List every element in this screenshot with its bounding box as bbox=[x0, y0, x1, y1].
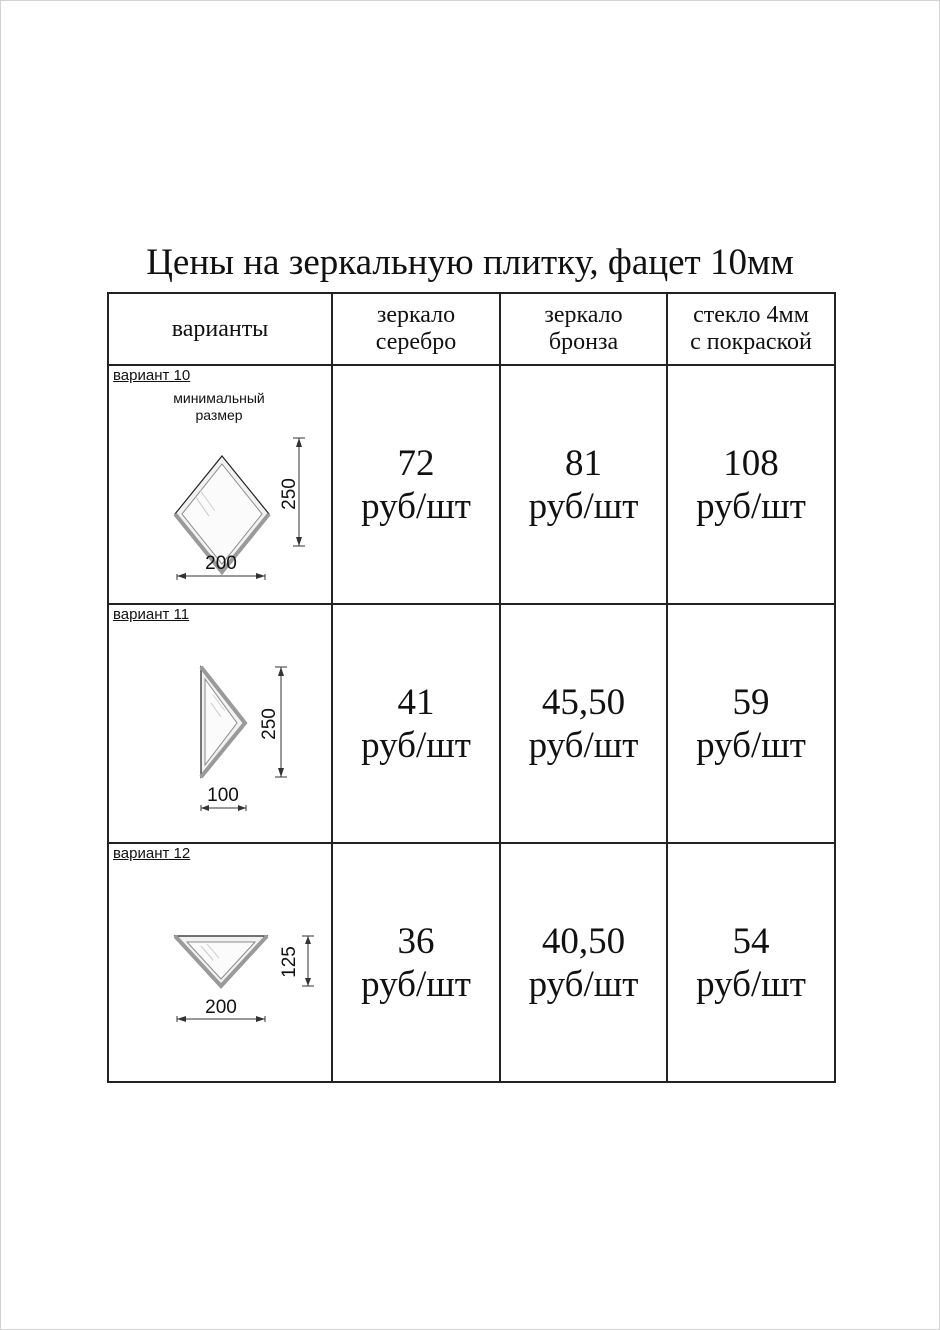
triangle-icon bbox=[109, 844, 331, 1080]
table-row bbox=[108, 843, 835, 1082]
header-painted-glass: стекло 4мм с покраской bbox=[667, 293, 835, 365]
price-value: 40,50 bbox=[541, 920, 626, 962]
price-mirror-bronze bbox=[500, 604, 667, 843]
price-value: 54 bbox=[732, 920, 770, 962]
half-rhombus-icon bbox=[109, 605, 331, 841]
price-mirror-silver bbox=[332, 365, 500, 604]
variant-label: вариант 11 bbox=[113, 606, 190, 623]
price-unit: руб/шт bbox=[696, 485, 806, 527]
header-mirror-bronze: зеркало бронза bbox=[500, 293, 667, 365]
price-mirror-bronze bbox=[500, 365, 667, 604]
variant-cell bbox=[108, 604, 332, 843]
variant-label: вариант 10 bbox=[113, 367, 191, 384]
height-label: 250 bbox=[259, 708, 280, 740]
height-label: 125 bbox=[279, 946, 300, 978]
price-mirror-silver bbox=[332, 843, 500, 1082]
variant-cell bbox=[108, 843, 332, 1082]
width-label: 200 bbox=[205, 553, 237, 574]
page-title: Цены на зеркальную плитку, фацет 10мм bbox=[146, 242, 794, 283]
price-mirror-bronze bbox=[500, 843, 667, 1082]
price-unit: руб/шт bbox=[528, 963, 639, 1005]
price-unit: руб/шт bbox=[361, 485, 471, 527]
minimum-size-note: минимальный размер bbox=[173, 390, 265, 423]
price-painted-glass bbox=[667, 843, 835, 1082]
price-unit: руб/шт bbox=[528, 485, 639, 527]
width-label: 200 bbox=[205, 997, 237, 1018]
price-unit: руб/шт bbox=[361, 724, 471, 766]
price-table bbox=[107, 292, 836, 1083]
price-painted-glass bbox=[667, 604, 835, 843]
price-value: 108 bbox=[723, 442, 779, 484]
height-label: 250 bbox=[279, 478, 300, 510]
table-row bbox=[108, 604, 835, 843]
header-variants: варианты bbox=[108, 293, 332, 365]
price-value: 45,50 bbox=[541, 681, 626, 723]
price-unit: руб/шт bbox=[696, 963, 806, 1005]
variant-label: вариант 12 bbox=[113, 845, 191, 862]
price-value: 36 bbox=[397, 920, 435, 962]
price-value: 59 bbox=[732, 681, 770, 723]
price-painted-glass bbox=[667, 365, 835, 604]
price-value: 72 bbox=[397, 442, 435, 484]
table-row bbox=[108, 365, 835, 604]
table-header-row bbox=[108, 293, 835, 365]
price-unit: руб/шт bbox=[528, 724, 639, 766]
price-value: 41 bbox=[397, 681, 435, 723]
price-value: 81 bbox=[565, 442, 602, 484]
header-mirror-silver: зеркало серебро bbox=[332, 293, 500, 365]
variant-cell bbox=[108, 365, 332, 604]
price-unit: руб/шт bbox=[361, 963, 471, 1005]
rhombus-icon bbox=[109, 366, 331, 602]
width-label: 100 bbox=[207, 785, 239, 806]
price-mirror-silver bbox=[332, 604, 500, 843]
price-unit: руб/шт bbox=[696, 724, 806, 766]
